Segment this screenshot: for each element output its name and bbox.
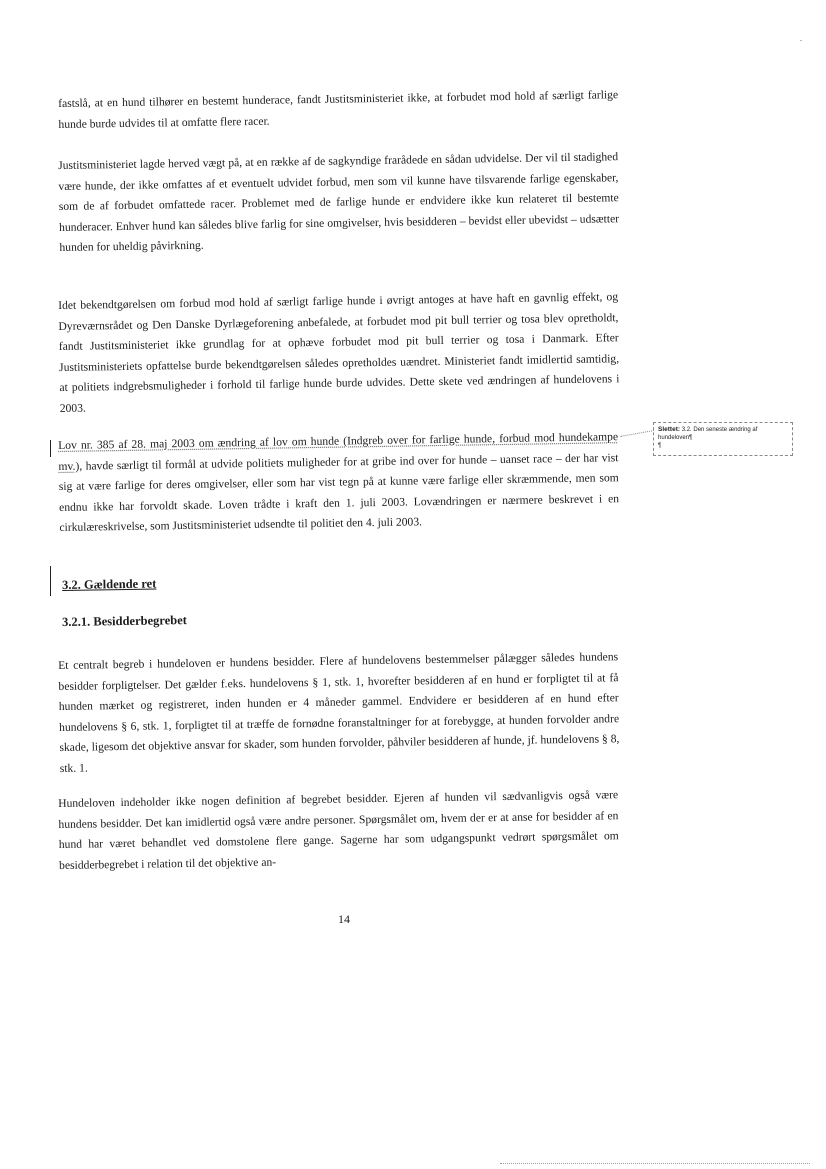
paragraph-text: Et centralt begreb i hundeloven er hundens besidder. Flere af hundelovens bestemmelser pålægger således hundens besidder forpligtelser. Det gælder f.eks. hundelovens § 1, stk. 1, hvorefter besidderen af en hund er forpligtet til at få hunden mærket og registreret, inden hunden er 4 måneder gammel. Endvidere er besidderen af en hund efter hundelovens § 6, stk. 1, forpligtet til at træffe de fornødne foranstaltninger for at forebygge, at hunden forvolder andre skade, ligesom det objektive ansvar for skader, som hunden forvolder, påhviler besidderen af hunde, jf. hundelovens § 8, stk. 1. (58, 650, 620, 775)
comment-paragraph-mark: ¶ (658, 443, 662, 449)
paragraph-2 (58, 147, 620, 258)
paragraph-6 (58, 785, 619, 876)
scan-artifact-line (500, 1163, 810, 1164)
paragraph-4 (58, 427, 620, 538)
deletion-comment-balloon[interactable] (653, 422, 793, 456)
page-number: 14 (338, 912, 350, 926)
scan-speck (800, 40, 802, 41)
paragraph-text: Justitsministeriet lagde herved vægt på, at en række af de sagkyndige frarådede en sådan udvidelse. Der vil til stadighed være hunde, der ikke omfattes af et eventuelt udvidet forbud, men som vil kunne have tilsvarende farlige egenskaber, som de af forbudet omfattede racer. Problemet med de farlige hunde er endvidere ikke kun relateret til bestemte hunderacer. Enhver hund kan således blive farlig for sine omgivelser, hvis besidderen – bevidst eller ubevidst – udsætter hunden for uheldig påvirkning. (58, 150, 620, 254)
tracked-change-text: Lov nr. 385 af 28. maj 2003 om ændring af lov om hunde (Indgreb over for farlige hunde, forbud mod hundekampe mv.) (58, 430, 619, 473)
paragraph-1 (58, 85, 619, 135)
section-heading: 3.2. Gældende ret (62, 576, 157, 592)
comment-text: 3.2. Den seneste ændring af hundeloven¶ (658, 427, 758, 441)
paragraph-text: Hundeloven indeholder ikke nogen definition af begrebet besidder. Ejeren af hunden vil sædvanligvis også være hundens besidder. Det kan imidlertid også være andre personer. Spørgsmålet om, hvem der er at anse for besidder af en hund har været behandlet ved domstolene flere gange. Sagerne har som udgangspunkt vedrørt spørgsmålet om besidderbegrebet i relation til det objektive an- (58, 788, 619, 872)
paragraph-text: Idet bekendtgørelsen om forbud mod hold af særligt farlige hunde i øvrigt antoges at have haft en gavnlig effekt, og Dyreværnsrådet og Den Danske Dyrlægeforening anbefalede, at forbudet mod pit bull terrier og tosa blev opretholdt, fandt Justitsministeriet ikke grundlag for at ophæve forbudet mod pit bull terrier og tosa i Danmark. Efter Justitsministeriets opfattelse burde bekendtgørelsen således opretholdes uændret. Ministeriet fandt imidlertid samtidig, at politiets indgrebsmuligheder i forhold til farlige hunde burde udvides. Dette skete ved ændringen af hundelovens i 2003. (58, 290, 620, 415)
paragraph-text: , havde særligt til formål at udvide politiets muligheder for at gribe ind over for hunde – uanset race – der har vist sig at være farlige for deres omgivelser, eller som har vist tegn på at kunne være farlige eller skræmmende, men som endnu ikke har forvoldt skade. Loven trådte i kraft den 1. juli 2003. Lovændringen er nærmere beskrevet i en cirkulæreskrivelse, som Justitsministeriet udsendte til politiet den 4. juli 2003. (58, 450, 620, 534)
subsection-heading: 3.2.1. Besidderbegrebet (62, 613, 187, 629)
paragraph-5 (58, 647, 620, 779)
comment-connector (620, 430, 654, 437)
paragraph-3 (58, 287, 620, 419)
paragraph-text: fastslå, at en hund tilhører en bestemt hunderace, fandt Justitsministeriet ikke, at forbudet mod hold af særligt farlige hunde burde udvides til at omfatte flere racer. (58, 88, 619, 131)
change-bar (50, 440, 51, 457)
change-bar (50, 566, 51, 596)
comment-author: Slettet: (658, 426, 681, 433)
